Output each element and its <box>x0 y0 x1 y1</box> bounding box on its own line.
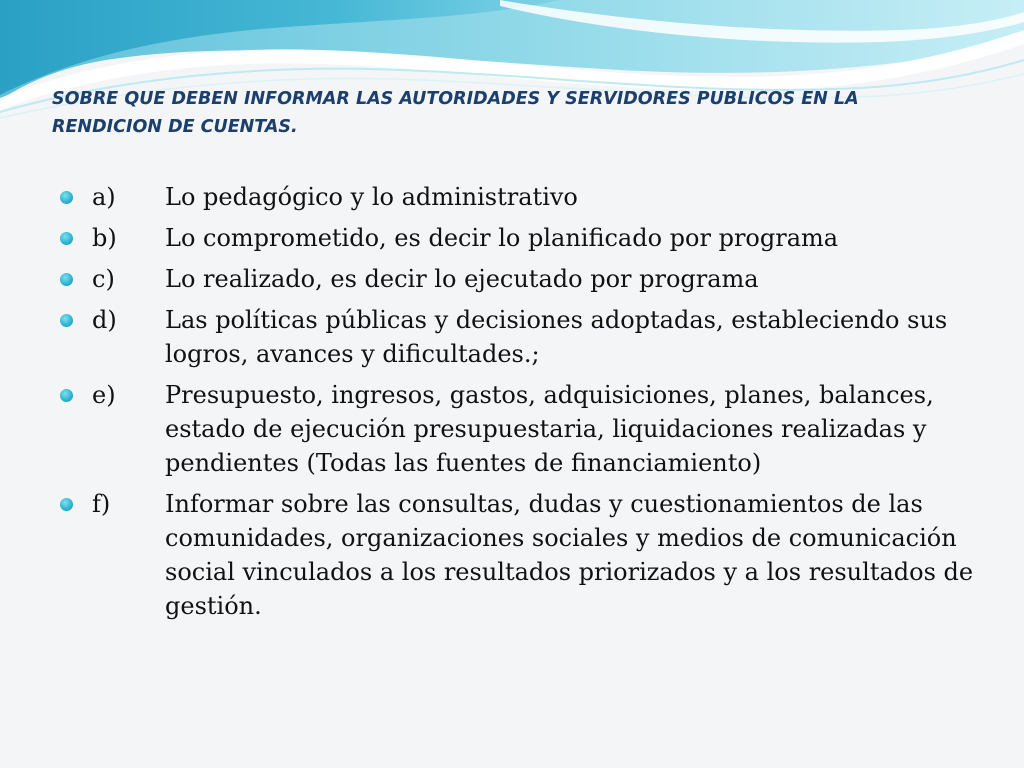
bullet-letter: f) <box>92 490 111 518</box>
bullet-text: Lo pedagógico y lo administrativo <box>165 183 578 211</box>
bullet-text: Lo realizado, es decir lo ejecutado por programa <box>165 265 759 293</box>
list-item <box>60 378 980 480</box>
list-item <box>60 303 980 371</box>
bullet-text: Las políticas públicas y decisiones adoptadas, estableciendo sus logros, avances y dificultades.; <box>165 306 948 368</box>
bullet-dot-icon <box>60 273 73 286</box>
bullet-list <box>60 180 980 630</box>
bullet-letter: b) <box>92 224 117 252</box>
bullet-dot-icon <box>60 498 73 511</box>
bullet-dot-icon <box>60 232 73 245</box>
bullet-text: Presupuesto, ingresos, gastos, adquisiciones, planes, balances, estado de ejecución presupuestaria, liquidaciones realizadas y pendientes (Todas las fuentes de financiamiento) <box>165 381 934 477</box>
bullet-text: Lo comprometido, es decir lo planificado por programa <box>165 224 839 252</box>
bullet-letter: e) <box>92 381 116 409</box>
list-item <box>60 487 980 623</box>
bullet-text: Informar sobre las consultas, dudas y cuestionamientos de las comunidades, organizaciones sociales y medios de comunicación social vinculados a los resultados priorizados y a los resultados de gestión. <box>165 490 974 620</box>
bullet-letter: c) <box>92 265 115 293</box>
bullet-dot-icon <box>60 389 73 402</box>
list-item <box>60 221 980 255</box>
bullet-letter: d) <box>92 306 117 334</box>
list-item <box>60 262 980 296</box>
bullet-letter: a) <box>92 183 116 211</box>
bullet-dot-icon <box>60 191 73 204</box>
bullet-dot-icon <box>60 314 73 327</box>
slide-title: SOBRE QUE DEBEN INFORMAR LAS AUTORIDADES Y SERVIDORES PUBLICOS EN LA RENDICION DE CUENTAS. <box>52 89 859 137</box>
list-item <box>60 180 980 214</box>
